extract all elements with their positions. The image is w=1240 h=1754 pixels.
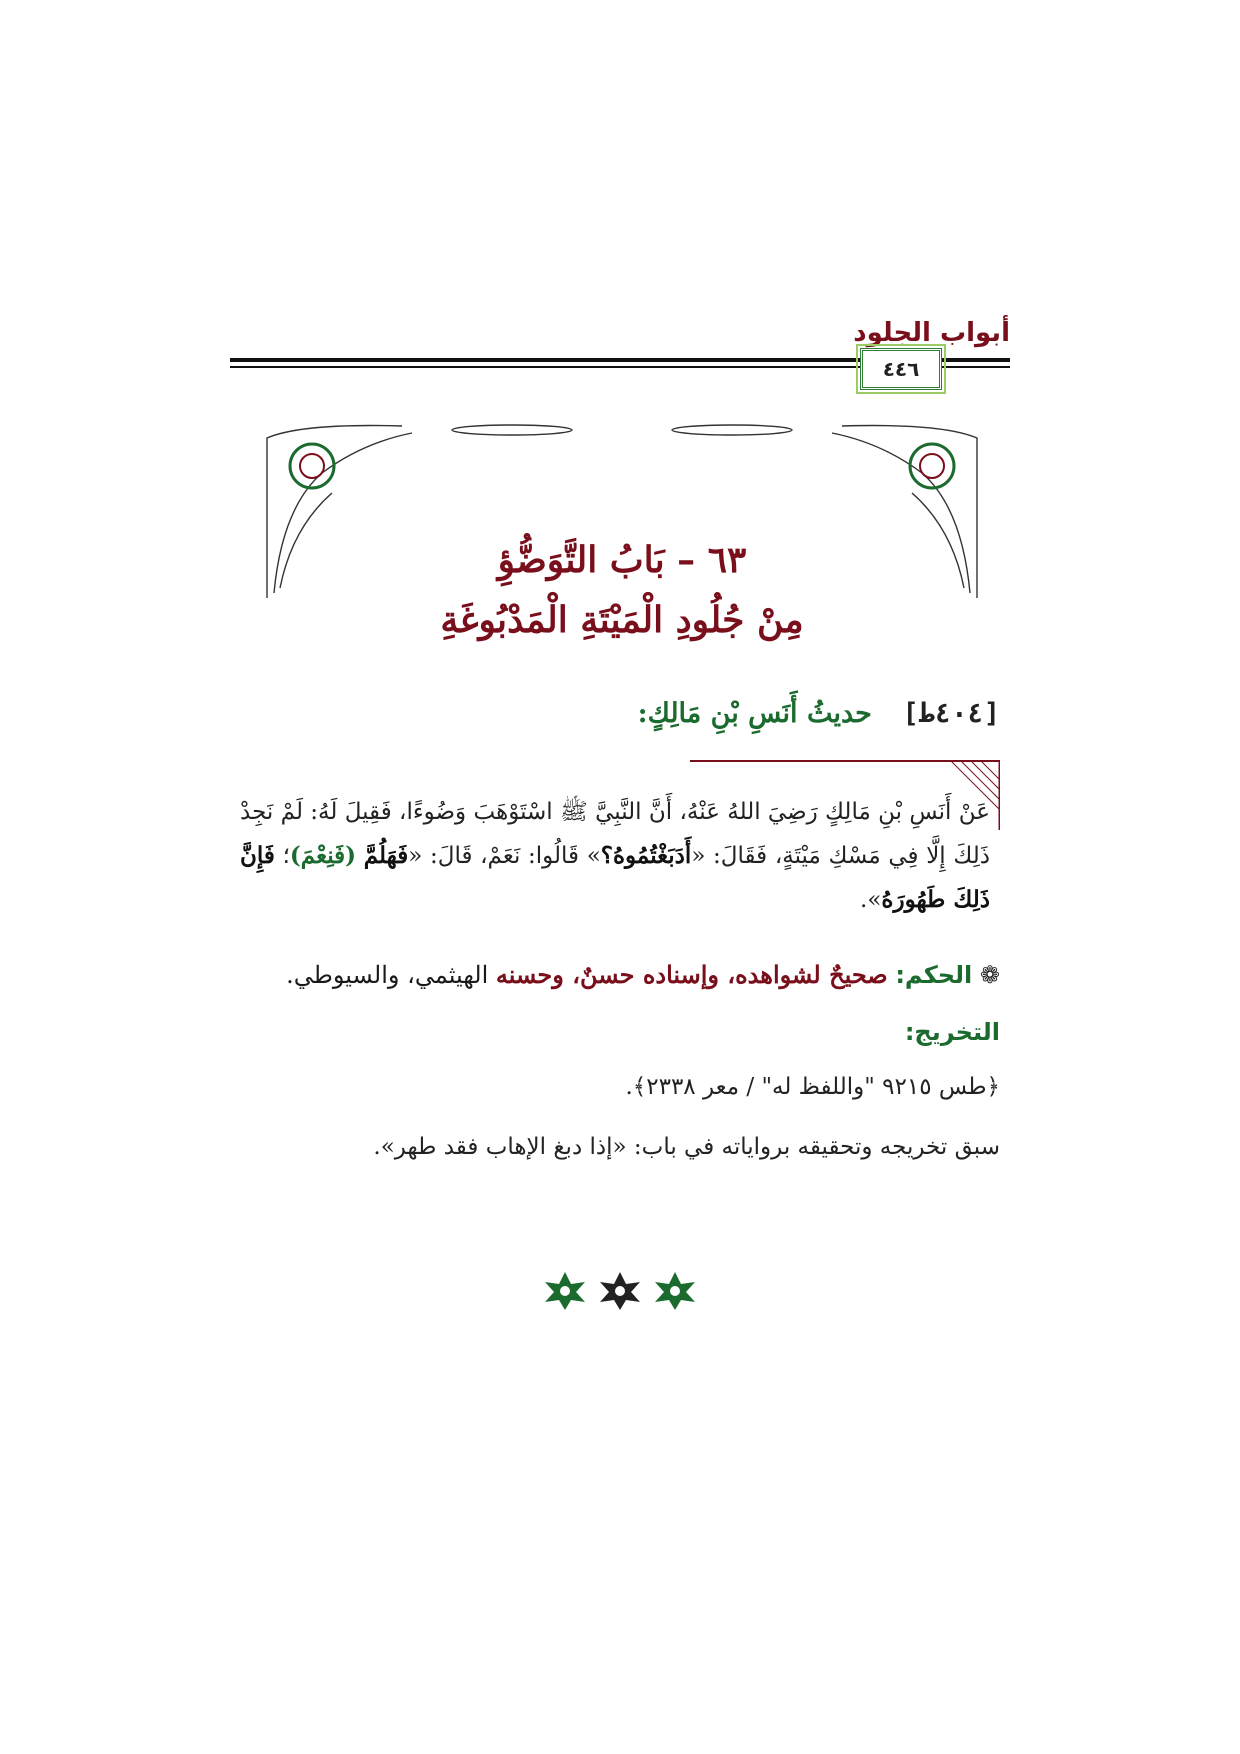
takhrij-reference: ﴿طس ٩٢١٥ "واللفظ له" / معر ٢٣٣٨﴾. xyxy=(625,1074,1000,1100)
variant-reading: (فَنِعْمَ) xyxy=(289,842,357,869)
hadith-text-part: ». xyxy=(860,887,882,913)
section-heading xyxy=(638,698,1000,729)
hadith-text-part: عَنْ أَنَسِ بْنِ مَالِكٍ رَضِيَ اللهُ عَنْهُ، أَنَّ النَّبِيَّ ﷺ اسْتَوْهَبَ وَضُوءًا، فَقِيلَ لَهُ: لَمْ نَجِدْ ذَلِكَ إِلَّا فِي مَسْكِ مَيْتَةٍ، فَقَالَ: « xyxy=(240,799,991,869)
ruling-grade: صحيحٌ لشواهده، وإسناده حسنٌ، وحسنه xyxy=(495,960,888,989)
star-icon xyxy=(545,1272,585,1310)
takhrij-note: سبق تخريجه وتحقيقه برواياته في باب: «إذا دبغ الإهاب فقد طهر». xyxy=(373,1134,1000,1160)
hadith-quote: فَهَلُمَّ xyxy=(363,842,409,869)
closing-ornament xyxy=(540,1270,700,1310)
hadith-text xyxy=(240,790,990,922)
chapter-title-line2: مِنْ جُلُودِ الْمَيْتَةِ الْمَدْبُوغَةِ xyxy=(440,599,804,641)
star-icon xyxy=(600,1272,640,1310)
flower-icon: ❁ xyxy=(979,961,1000,989)
running-title: أبواب الجلود xyxy=(853,318,1010,348)
hadith-block xyxy=(240,760,1000,930)
hadith-quote: أَدَبَغْتُمُوهُ؟ xyxy=(600,842,692,869)
running-header xyxy=(230,318,1010,380)
hadith-text-part: » قَالُوا: نَعَمْ، قَالَ: « xyxy=(408,843,601,869)
section-title: حديثُ أَنَسِ بْنِ مَالِكٍ: xyxy=(637,698,872,729)
section-number: [٤٠٤ط] xyxy=(902,698,1000,729)
ruling xyxy=(240,955,1000,995)
star-icon xyxy=(655,1272,695,1310)
chapter-title xyxy=(262,530,982,650)
hadith-quote: فَإِنَّ ذَلِكَ طَهُورَهُ xyxy=(240,842,990,913)
page-number: ٤٤٦ xyxy=(860,348,942,390)
takhrij-label: التخريج: xyxy=(904,1018,1000,1046)
ruling-authorities: الهيثمي، والسيوطي. xyxy=(286,961,489,989)
chapter-title-line1: ٦٣ – بَابُ التَّوَضُّؤِ xyxy=(497,539,747,581)
hadith-text-part: ؛ xyxy=(274,843,290,869)
ruling-label: الحكم: xyxy=(895,961,973,989)
